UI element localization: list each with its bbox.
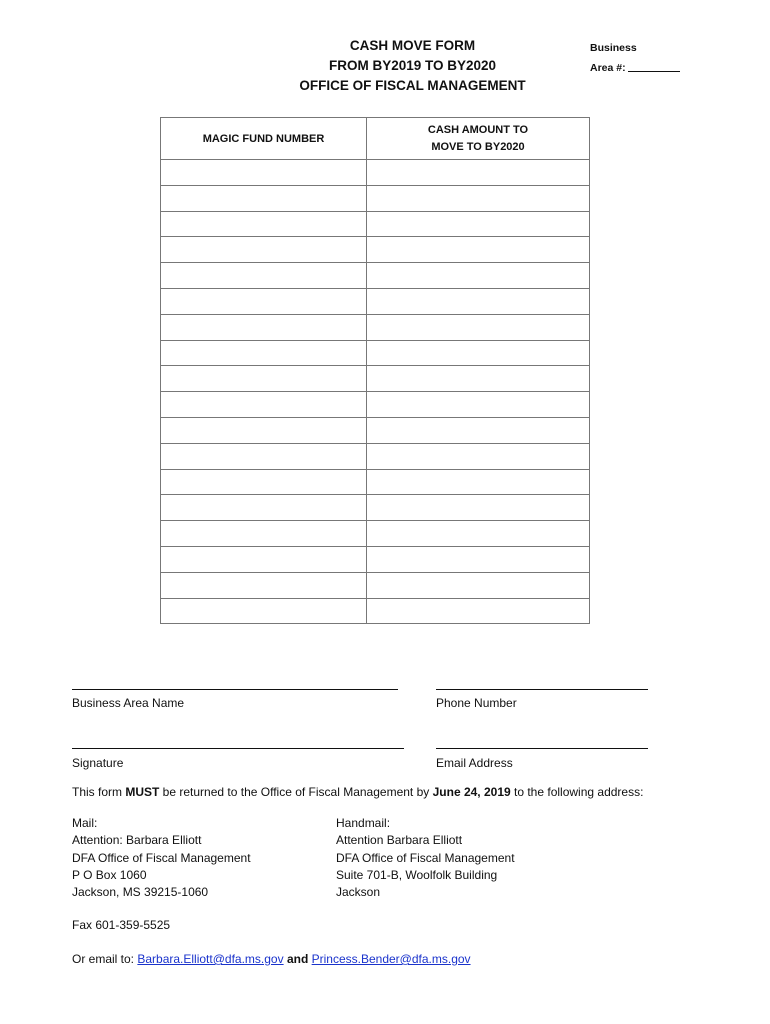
fund-number-cell[interactable]	[161, 469, 367, 495]
handmail-address	[336, 815, 515, 901]
fund-number-cell[interactable]	[161, 160, 367, 186]
business-area-box	[590, 38, 680, 78]
table-row	[161, 185, 590, 211]
notice-must: MUST	[125, 785, 160, 799]
table-row	[161, 263, 590, 289]
table-row	[161, 546, 590, 572]
email-address-line[interactable]	[436, 748, 648, 749]
table-row	[161, 211, 590, 237]
table-row	[161, 443, 590, 469]
mail-line-5: Jackson, MS 39215-1060	[72, 885, 209, 900]
handmail-line-2: Attention Barbara Elliott	[336, 833, 463, 848]
mail-line-3: DFA Office of Fiscal Management	[72, 850, 251, 865]
title-line-3: OFFICE OF FISCAL MANAGEMENT	[299, 78, 526, 93]
fund-number-cell[interactable]	[161, 392, 367, 418]
fund-number-cell[interactable]	[161, 288, 367, 314]
cash-amount-cell[interactable]	[367, 598, 590, 624]
table-row	[161, 288, 590, 314]
fund-number-cell[interactable]	[161, 572, 367, 598]
business-area-name-label: Business Area Name	[72, 696, 185, 710]
cash-amount-header	[367, 118, 590, 160]
phone-number-label: Phone Number	[436, 696, 517, 710]
handmail-line-4: Suite 701-B, Woolfolk Building	[336, 867, 498, 882]
cash-amount-header-line1: CASH AMOUNT TO	[427, 123, 529, 136]
fund-number-cell[interactable]	[161, 340, 367, 366]
fund-number-cell[interactable]	[161, 495, 367, 521]
notice-part1: This form	[72, 785, 126, 799]
mail-address	[72, 815, 251, 901]
form-title	[260, 36, 565, 96]
table-row	[161, 521, 590, 547]
cash-amount-cell[interactable]	[367, 314, 590, 340]
cash-amount-cell[interactable]	[367, 288, 590, 314]
cash-amount-cell[interactable]	[367, 366, 590, 392]
email-instructions	[72, 952, 471, 966]
fax-number: Fax 601-359-5525	[72, 918, 171, 932]
email-address-label: Email Address	[436, 756, 513, 770]
notice-part2: be returned to the Office of Fiscal Management by	[159, 785, 433, 799]
fund-number-cell[interactable]	[161, 521, 367, 547]
table-row	[161, 469, 590, 495]
handmail-line-5: Jackson	[336, 885, 381, 900]
cash-amount-header-line2: MOVE TO BY2020	[431, 140, 525, 153]
area-field[interactable]	[590, 58, 680, 78]
table-row	[161, 340, 590, 366]
cash-amount-cell[interactable]	[367, 469, 590, 495]
table-row	[161, 417, 590, 443]
cash-amount-cell[interactable]	[367, 495, 590, 521]
business-area-name-line[interactable]	[72, 689, 398, 690]
table-row	[161, 598, 590, 624]
handmail-line-3: DFA Office of Fiscal Management	[336, 850, 515, 865]
mail-line-1: Mail:	[72, 816, 98, 830]
fund-number-cell[interactable]	[161, 237, 367, 263]
table-body	[161, 160, 590, 624]
email-prefix: Or email to:	[72, 952, 138, 966]
cash-amount-cell[interactable]	[367, 185, 590, 211]
mail-line-4: P O Box 1060	[72, 867, 147, 882]
table-header-row	[161, 118, 590, 160]
table-row	[161, 237, 590, 263]
phone-number-line[interactable]	[436, 689, 648, 690]
fund-number-cell[interactable]	[161, 443, 367, 469]
fund-number-cell[interactable]	[161, 546, 367, 572]
cash-amount-cell[interactable]	[367, 211, 590, 237]
cash-amount-cell[interactable]	[367, 340, 590, 366]
notice-part3: to the following address:	[510, 785, 644, 799]
fund-number-cell[interactable]	[161, 417, 367, 443]
cash-amount-cell[interactable]	[367, 443, 590, 469]
mail-line-2: Attention: Barbara Elliott	[72, 833, 202, 848]
cash-amount-cell[interactable]	[367, 572, 590, 598]
cash-amount-cell[interactable]	[367, 263, 590, 289]
cash-amount-cell[interactable]	[367, 546, 590, 572]
cash-amount-cell[interactable]	[367, 392, 590, 418]
cash-amount-cell[interactable]	[367, 160, 590, 186]
return-notice	[72, 785, 643, 799]
cash-amount-cell[interactable]	[367, 417, 590, 443]
title-line-1: CASH MOVE FORM	[349, 38, 476, 53]
area-input-line[interactable]	[628, 58, 680, 72]
signature-label: Signature	[72, 756, 124, 770]
area-label: Area #:	[590, 62, 626, 74]
table-row	[161, 160, 590, 186]
magic-fund-number-header: MAGIC FUND NUMBER	[161, 118, 367, 160]
fund-number-cell[interactable]	[161, 314, 367, 340]
fund-number-cell[interactable]	[161, 263, 367, 289]
cash-amount-cell[interactable]	[367, 521, 590, 547]
email-link-barbara[interactable]: Barbara.Elliott@dfa.ms.gov	[137, 952, 284, 966]
cash-amount-cell[interactable]	[367, 237, 590, 263]
table-row	[161, 495, 590, 521]
fund-number-cell[interactable]	[161, 598, 367, 624]
table-row	[161, 572, 590, 598]
email-and: and	[283, 952, 312, 966]
table-row	[161, 392, 590, 418]
table-row	[161, 314, 590, 340]
fund-table	[160, 117, 590, 624]
title-line-2: FROM BY2019 TO BY2020	[328, 58, 497, 73]
fund-number-cell[interactable]	[161, 211, 367, 237]
fund-number-cell[interactable]	[161, 366, 367, 392]
business-label: Business	[590, 42, 637, 54]
fund-number-cell[interactable]	[161, 185, 367, 211]
handmail-line-1: Handmail:	[336, 816, 391, 830]
notice-date: June 24, 2019	[432, 785, 511, 799]
signature-line[interactable]	[72, 748, 404, 749]
table-row	[161, 366, 590, 392]
email-link-princess[interactable]: Princess.Bender@dfa.ms.gov	[311, 952, 471, 966]
